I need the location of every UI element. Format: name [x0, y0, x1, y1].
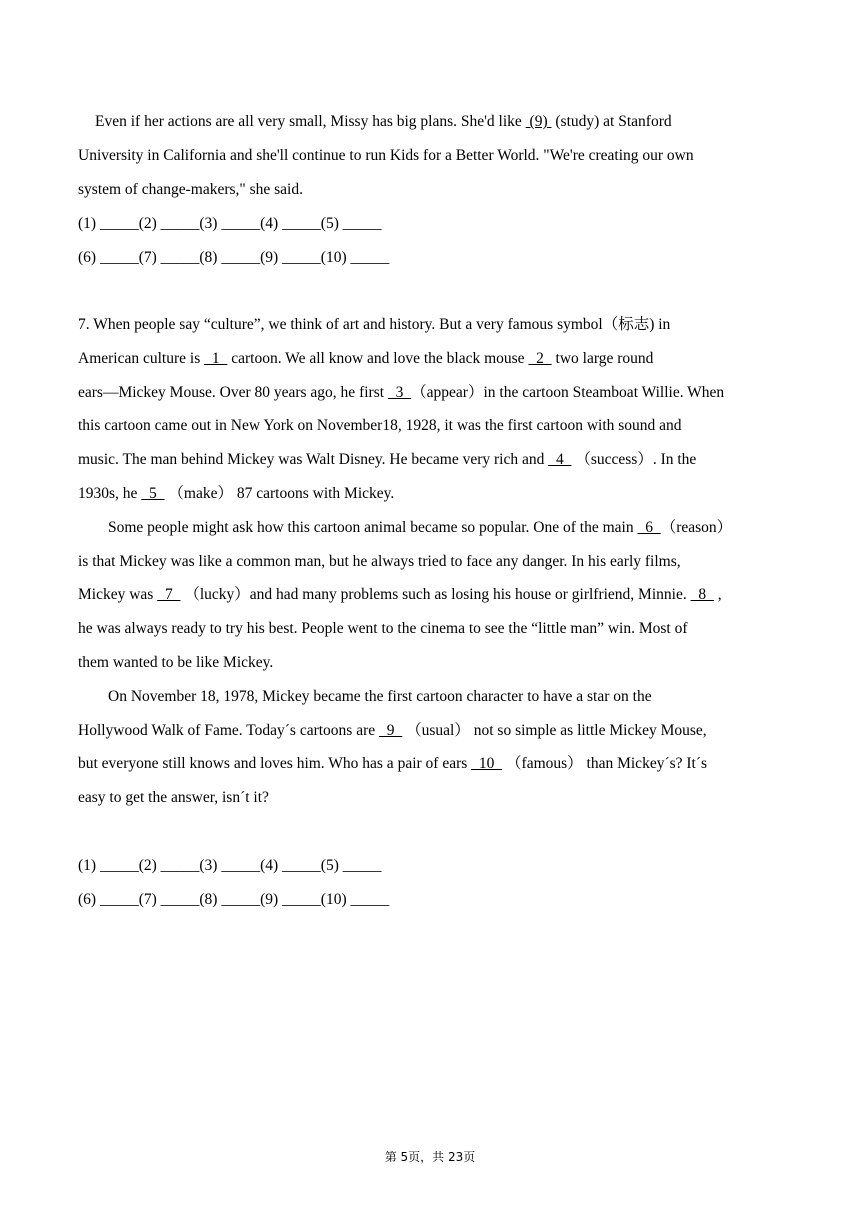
text-segment: Mickey was — [78, 586, 158, 604]
text-segment: easy to get the answer, isnˊt it? — [78, 789, 269, 807]
text-segment: Some people might ask how this cartoon animal became so popular. One of the main — [108, 518, 638, 536]
answer-blank: 2 — [528, 349, 552, 367]
text-line — [78, 180, 788, 200]
text-segment: American culture is — [78, 349, 205, 367]
answer-blank: 8 — [690, 586, 714, 604]
text-line — [78, 619, 788, 639]
text-segment: （reason） — [660, 518, 733, 536]
text-line — [78, 315, 788, 335]
text-segment: (study) at Stanford — [551, 113, 672, 130]
text-segment: Hollywood Walk of Fame. Todayˊs cartoons are — [78, 721, 380, 739]
text-segment: 7. When people say “culture”, we think of art and history. But a very famous symbol（标志) in — [78, 316, 671, 333]
text-segment: University in California and she'll continue to run Kids for a Better World. "We're creating our own — [78, 147, 694, 164]
text-segment: system of change-makers," she said. — [78, 181, 303, 198]
text-segment: Even if her actions are all very small, Missy has big plans. She'd like — [95, 113, 526, 130]
text-line — [108, 687, 818, 707]
text-line — [78, 653, 788, 673]
answer-blanks-row-2: (6) _____(7) _____(8) _____(9) _____(10) _____ — [78, 891, 390, 908]
text-segment: （make） 87 cartoons with Mickey. — [164, 485, 395, 502]
answer-blanks-row-2: (6) _____(7) _____(8) _____(9) _____(10) _____ — [78, 249, 390, 266]
text-segment: is that Mickey was like a common man, but he always tried to face any danger. In his early films, — [78, 552, 681, 570]
text-segment: this cartoon came out in New York on November18, 1928, it was the first cartoon with sound and — [78, 417, 682, 435]
answer-blank: 10 — [471, 755, 503, 773]
answer-blank: 3 — [387, 383, 412, 401]
answer-blank: 4 — [548, 451, 572, 469]
answer-blank: 6 — [637, 518, 661, 536]
text-line — [78, 585, 788, 605]
text-line — [78, 450, 788, 470]
text-line — [78, 349, 788, 369]
text-segment: 1930s, he — [78, 485, 142, 502]
text-line — [78, 788, 788, 808]
page-number-footer: 第 5页，共 23页 — [384, 1150, 476, 1164]
text-line — [95, 112, 805, 132]
text-segment: （appear）in the cartoon Steamboat Willie. When — [411, 383, 725, 401]
answer-blank: 5 — [141, 485, 165, 502]
text-segment: （lucky）and had many problems such as losing his house or girlfriend, Minnie. — [180, 586, 691, 604]
answer-blanks-row-1: (1) _____(2) _____(3) _____(4) _____(5) _____ — [78, 857, 382, 874]
text-segment: （success）. In the — [571, 451, 697, 469]
text-segment: On November 18, 1978, Mickey became the first cartoon character to have a star on the — [108, 687, 652, 705]
answer-blanks-row-1: (1) _____(2) _____(3) _____(4) _____(5) _____ — [78, 215, 382, 232]
text-line — [78, 484, 788, 504]
text-line — [108, 518, 818, 538]
text-segment: he was always ready to try his best. People went to the cinema to see the “little man” win. Most of — [78, 620, 688, 638]
answer-blank: (9) — [525, 113, 552, 130]
text-segment: two large round — [551, 349, 654, 367]
text-segment: music. The man behind Mickey was Walt Disney. He became very rich and — [78, 451, 549, 469]
text-line — [78, 721, 788, 741]
text-segment: （famous） than Mickeyˊs? Itˊs — [502, 755, 708, 773]
answer-blank: 1 — [204, 349, 228, 367]
text-line — [78, 383, 788, 403]
answer-blank: 9 — [379, 721, 403, 739]
text-line — [78, 146, 788, 166]
text-segment: ears—Mickey Mouse. Over 80 years ago, he first — [78, 383, 388, 401]
text-segment: them wanted to be like Mickey. — [78, 654, 274, 671]
text-segment: （usual） not so simple as little Mickey Mouse, — [402, 721, 707, 739]
text-segment: cartoon. We all know and love the black mouse — [227, 349, 529, 367]
answer-blank: 7 — [157, 586, 181, 604]
text-line — [78, 416, 788, 436]
text-line — [78, 754, 788, 774]
text-line — [78, 552, 788, 572]
text-segment: , — [713, 586, 722, 604]
text-segment: but everyone still knows and loves him. Who has a pair of ears — [78, 755, 472, 773]
